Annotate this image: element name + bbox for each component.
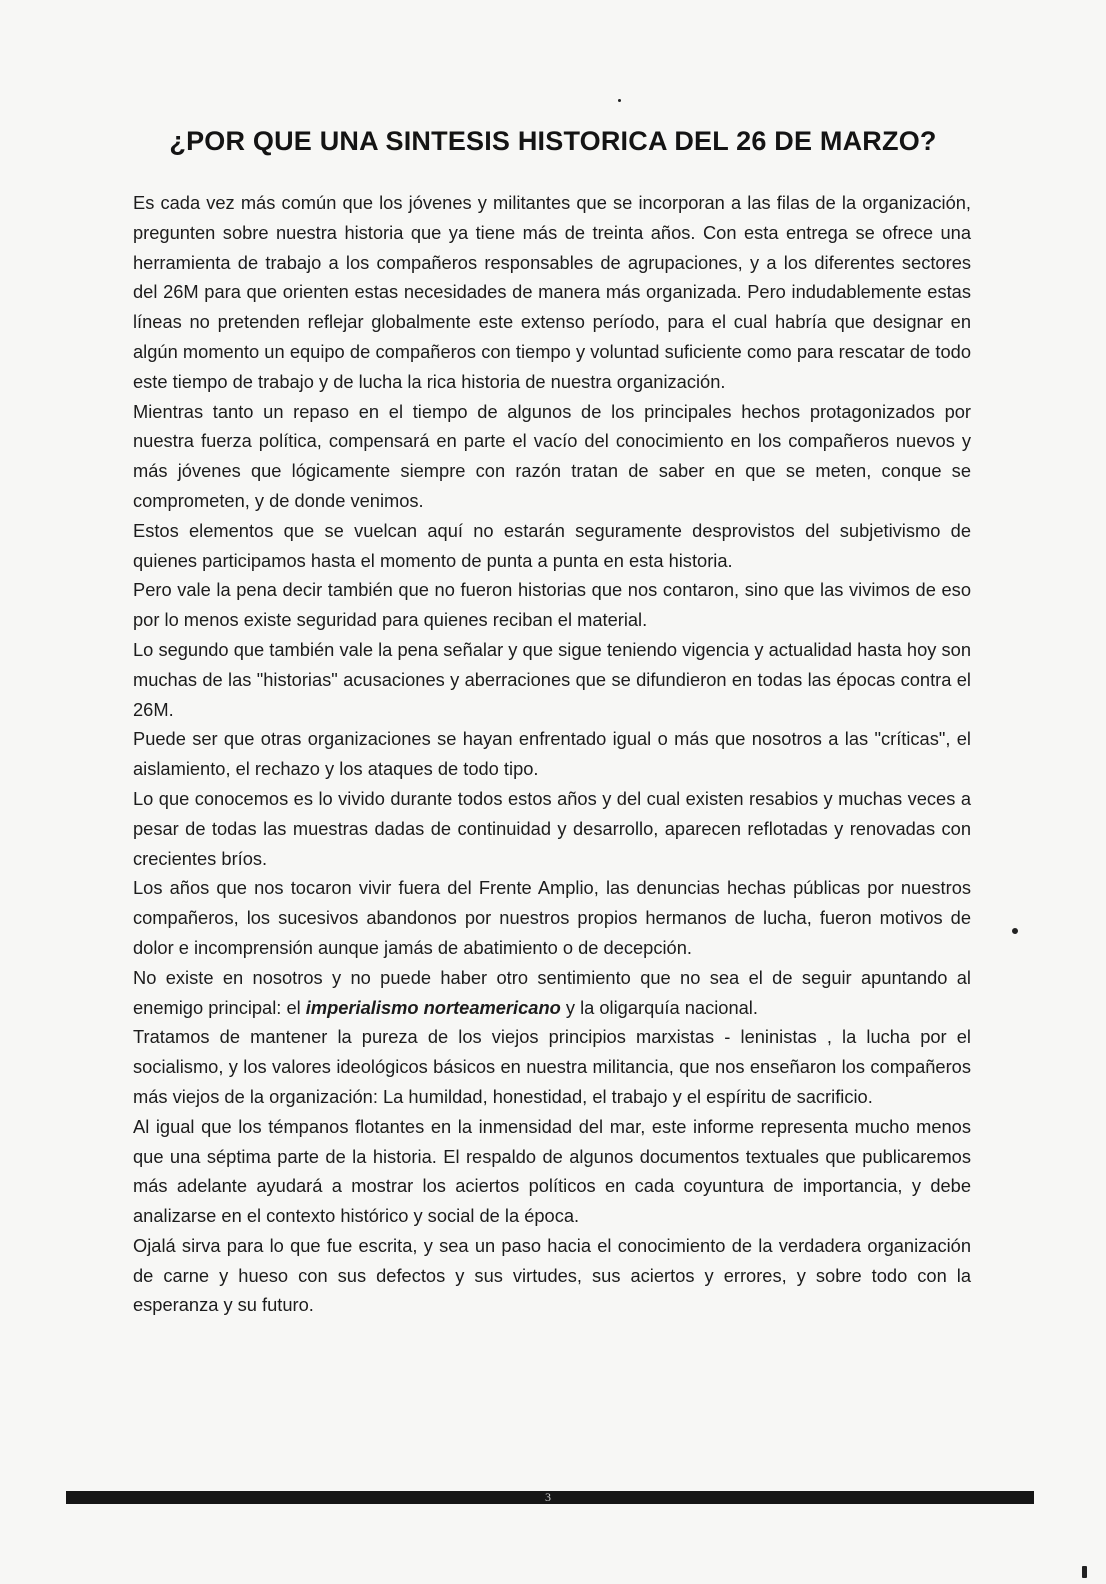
paragraph-9-start: No existe en nosotros y no puede haber otro sentimiento que no sea el de seguir apuntando al enemigo principal: el — [133, 966, 971, 1018]
page-number: 3 — [545, 1490, 551, 1504]
scan-speck — [618, 99, 621, 102]
scan-speck — [1012, 928, 1018, 934]
paragraph-9 — [133, 963, 971, 1023]
paragraph-1: Es cada vez más común que los jóvenes y militantes que se incorporan a las filas de la organización, pregunten sobre nuestra historia que ya tiene más de treinta años. Con esta entrega se ofrece una herramienta de trabajo a los compañeros responsables de agrupaciones, y a los diferentes sectores del 26M para que orienten estas necesidades de manera más organizada. Pero indudablemente estas líneas no pretenden reflejar globalmente este extenso período, para el cual habría que designar en algún momento un equipo de compañeros con tiempo y voluntad suficiente como para rescatar de todo este tiempo de trabajo y de lucha la rica historia de nuestra organización. — [133, 192, 971, 392]
paragraph-11: Al igual que los témpanos flotantes en la inmensidad del mar, este informe representa mucho menos que una séptima parte de la historia. El respaldo de algunos documentos textuales que publicaremos más adelante ayudará a mostrar los aciertos políticos en cada coyuntura de importancia, y debe analizarse en el contexto histórico y social de la época. — [133, 1115, 971, 1227]
scan-speck — [1082, 1566, 1087, 1578]
paragraph-8: Los años que nos tocaron vivir fuera del Frente Amplio, las denuncias hechas públicas por nuestros compañeros, los sucesivos abandonos por nuestros propios hermanos de lucha, fueron motivos de dolor e incomprensión aunque jamás de abatimiento o de decepción. — [133, 877, 971, 958]
paragraph-10: Tratamos de mantener la pureza de los viejos principios marxistas - leninistas , la lucha por el socialismo, y los valores ideológicos básicos en nuestra militancia, que nos enseñaron los compañeros más viejos de la organización: La humildad, honestidad, el trabajo y el espíritu de sacrificio. — [133, 1026, 971, 1107]
body-text — [133, 188, 971, 1320]
paragraph-4: Pero vale la pena decir también que no fueron historias que nos contaron, sino que las vivimos de eso por lo menos existe seguridad para quienes reciban el material. — [133, 579, 971, 631]
paragraph-7: Lo que conocemos es lo vivido durante todos estos años y del cual existen resabios y muchas veces a pesar de todas las muestras dadas de continuidad y desarrollo, aparecen reflotadas y renovadas con crecientes bríos. — [133, 787, 971, 869]
paragraph-12: Ojalá sirva para lo que fue escrita, y sea un paso hacia el conocimiento de la verdadera organización de carne y hueso con sus defectos y sus virtudes, sus aciertos y errores, y sobre todo con la esperanza y su futuro. — [133, 1234, 971, 1316]
emphasis-imperialismo: imperialismo norteamericano — [305, 996, 561, 1018]
paragraph-6: Puede ser que otras organizaciones se hayan enfrentado igual o más que nosotros a las "críticas", el aislamiento, el rechazo y los ataques de todo tipo. — [133, 728, 971, 780]
paragraph-3: Estos elementos que se vuelcan aquí no estarán seguramente desprovistos del subjetivismo de quienes participamos hasta el momento de punta a punta en esta historia. — [133, 519, 971, 571]
paragraph-9-end: y la oligarquía nacional. — [560, 996, 758, 1018]
paragraph-2: Mientras tanto un repaso en el tiempo de algunos de los principales hechos protagonizados por nuestra fuerza política, compensará en parte el vacío del conocimiento en los compañeros nuevos y más jóvenes que lógicamente siempre con razón tratan de saber en que se meten, conque se comprometen, y de donde venimos. — [133, 400, 971, 511]
paragraph-5: Lo segundo que también vale la pena señalar y que sigue teniendo vigencia y actualidad hasta hoy son muchas de las "historias" acusaciones y aberraciones que se difundieron en todas las épocas contra el 26M. — [133, 638, 971, 720]
page-title: ¿POR QUE UNA SINTESIS HISTORICA DEL 26 DE MARZO? — [169, 126, 937, 156]
